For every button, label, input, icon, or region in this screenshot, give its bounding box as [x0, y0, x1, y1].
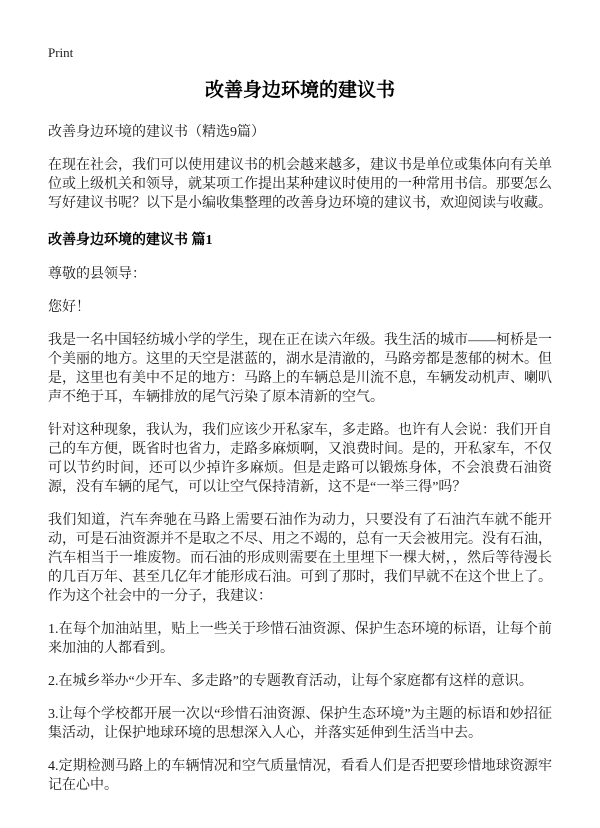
- salutation: 尊敬的县领导：: [48, 267, 146, 282]
- suggestion-item: 2.在城乡举办“少开车、多走路”的专题教育活动，让每个家庭都有这样的意识。: [48, 674, 533, 689]
- suggestion-item: 1.在每个加油站里，贴上一些关于珍惜石油资源、保护生态环境的标语，让每个前来加油的人都看到。: [48, 622, 552, 656]
- section-heading: 改善身边环境的建议书 篇1: [48, 233, 213, 248]
- page-title: 改善身边环境的建议书: [204, 80, 395, 101]
- greeting: 您好！: [48, 300, 90, 315]
- article-subtitle: 改善身边环境的建议书（精选9篇）: [48, 125, 265, 140]
- letter-paragraph: 针对这种现象，我认为，我们应该少开私家车，多走路。也许有人会说：我们开自己的车方便，既省时也省力，走路多麻烦啊，又浪费时间。是的，开私家车，不仅可以节约时间，还可以少掉许多麻烦。但是走路可以锻炼身体，不会浪费石油资源，没有车辆的尾气，可以让空气保持清新，这不是“一举三得”吗？: [48, 423, 552, 495]
- print-link[interactable]: Print: [48, 45, 74, 60]
- suggestion-item: 3.让每个学校都开展一次以“珍惜石油资源、保护生态环境”为主题的标语和妙招征集活动，让保护地球环境的思想深入人心，并落实延伸到生活当中去。: [48, 707, 552, 741]
- letter-paragraph: 我们知道，汽车奔驰在马路上需要石油作为动力，只要没有了石油汽车就不能开动，可是石油资源并不是取之不尽、用之不竭的，总有一天会被用完。没有石油，汽车相当于一堆废物。而石油的形成则需要在土里埋下一棵大树，，然后等待漫长的几百万年、甚至几亿年才能形成石油。可到了那时，我们早就不在这个世上了。作为这个社会中的一分子，我建议：: [48, 513, 552, 604]
- suggestion-item: 4.定期检测马路上的车辆情况和空气质量情况，看看人们是否把要珍惜地球资源牢记在心中。: [48, 759, 552, 793]
- letter-paragraph: 我是一名中国轻纺城小学的学生，现在正在读六年级。我生活的城市——柯桥是一个美丽的地方。这里的天空是湛蓝的，湖水是清澈的，马路旁都是葱郁的树木。但是，这里也有美中不足的地方：马路上的车辆总是川流不息，车辆发动机声、喇叭声不绝于耳，车辆排放的尾气污染了原本清新的空气。: [48, 333, 552, 405]
- article-intro: 在现在社会，我们可以使用建议书的机会越来越多，建议书是单位或集体向有关单位或上级机关和领导，就某项工作提出某种建议时使用的一种常用书信。那要怎么写好建议书呢？以下是小编收集整理的改善身边环境的建议书，欢迎阅读与收藏。: [48, 158, 552, 211]
